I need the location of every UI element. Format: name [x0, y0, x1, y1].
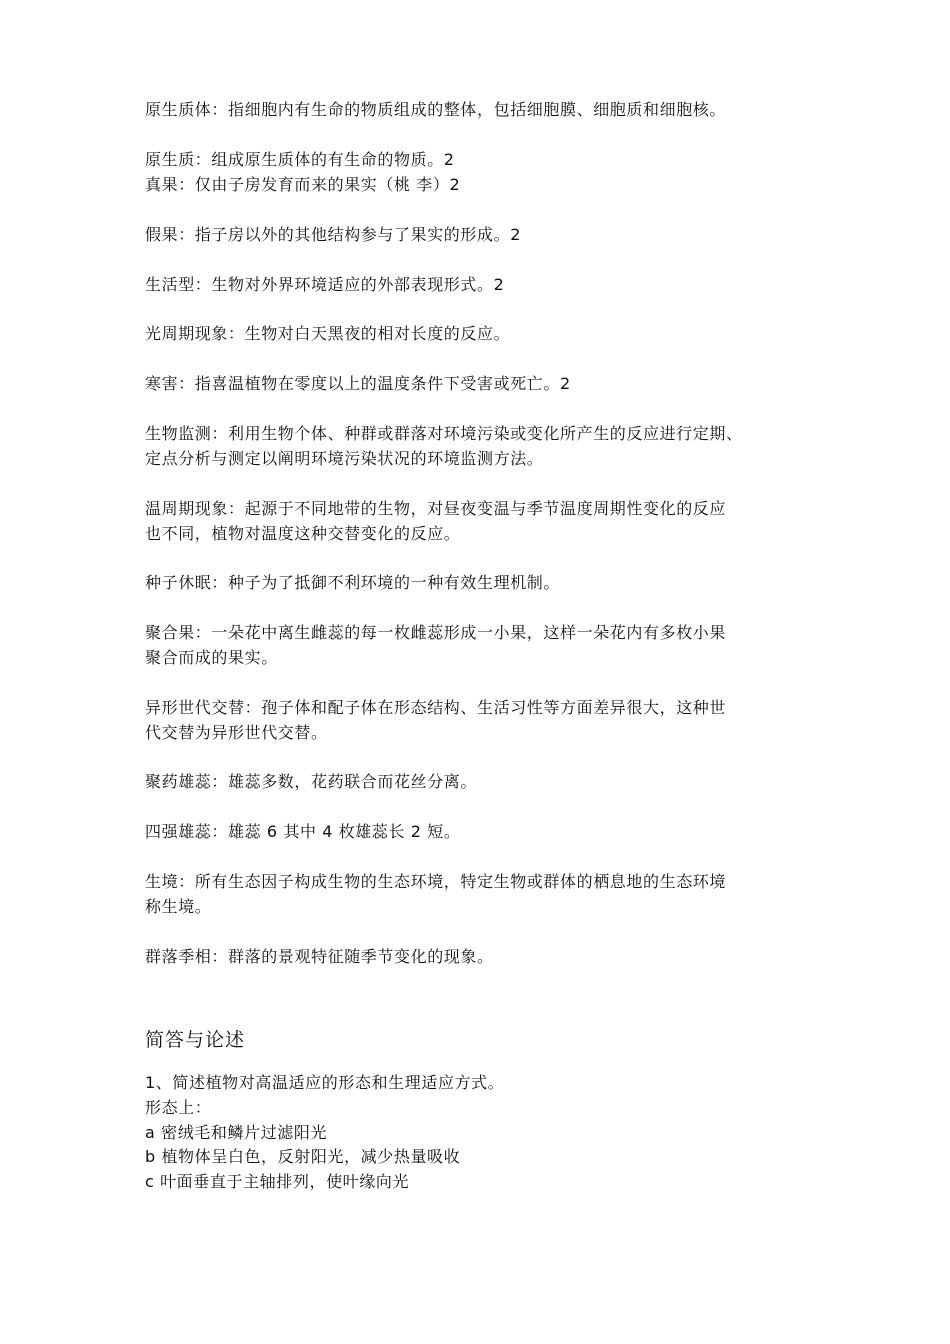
answer-item: a 密绒毛和鳞片过滤阳光 — [145, 1123, 328, 1142]
definition-line: 聚合果：一朵花中离生雌蕊的每一枚雌蕊形成一小果，这样一朵花内有多枚小果 — [145, 623, 727, 642]
definition-line: 生活型：生物对外界环境适应的外部表现形式。2 — [145, 275, 505, 294]
definition-line: 原生质体：指细胞内有生命的物质组成的整体，包括细胞膜、细胞质和细胞核。 — [145, 100, 727, 119]
definition-line: 也不同，植物对温度这种交替变化的反应。 — [145, 524, 461, 543]
definition-line: 光周期现象：生物对白天黑夜的相对长度的反应。 — [145, 324, 511, 343]
definition-line: 生物监测：利用生物个体、种群或群落对环境污染或变化所产生的反应进行定期、 — [145, 424, 743, 443]
definition-line: 聚药雄蕊：雄蕊多数，花药联合而花丝分离。 — [145, 772, 478, 791]
question-text: 1、简述植物对高温适应的形态和生理适应方式。 — [145, 1073, 505, 1092]
definition-line: 定点分析与测定以阐明环境污染状况的环境监测方法。 — [145, 449, 544, 468]
answer-subheading: 形态上： — [145, 1098, 212, 1117]
answer-item: c 叶面垂直于主轴排列，使叶缘向光 — [145, 1172, 410, 1191]
definition-line: 群落季相：群落的景观特征随季节变化的现象。 — [145, 947, 494, 966]
definition-line: 异形世代交替：孢子体和配子体在形态结构、生活习性等方面差异很大，这种世 — [145, 698, 727, 717]
definition-line: 代交替为异形世代交替。 — [145, 723, 328, 742]
definition-line: 称生境。 — [145, 897, 212, 916]
definition-line: 真果：仅由子房发育而来的果实（桃 李）2 — [145, 175, 461, 194]
definition-line: 温周期现象：起源于不同地带的生物，对昼夜变温与季节温度周期性变化的反应 — [145, 499, 727, 518]
definition-line: 四强雄蕊：雄蕊 6 其中 4 枚雄蕊长 2 短。 — [145, 822, 461, 841]
definition-line: 寒害：指喜温植物在零度以上的温度条件下受害或死亡。2 — [145, 374, 571, 393]
definition-line: 种子休眠：种子为了抵御不利环境的一种有效生理机制。 — [145, 573, 561, 592]
definition-line: 假果：指子房以外的其他结构参与了果实的形成。2 — [145, 225, 521, 244]
answer-item: b 植物体呈白色，反射阳光，减少热量吸收 — [145, 1147, 461, 1166]
section-heading: 简答与论述 — [145, 1029, 246, 1051]
definition-line: 聚合而成的果实。 — [145, 648, 278, 667]
definition-line: 生境：所有生态因子构成生物的生态环境，特定生物或群体的栖息地的生态环境 — [145, 872, 727, 891]
definition-line: 原生质：组成原生质体的有生命的物质。2 — [145, 150, 455, 169]
